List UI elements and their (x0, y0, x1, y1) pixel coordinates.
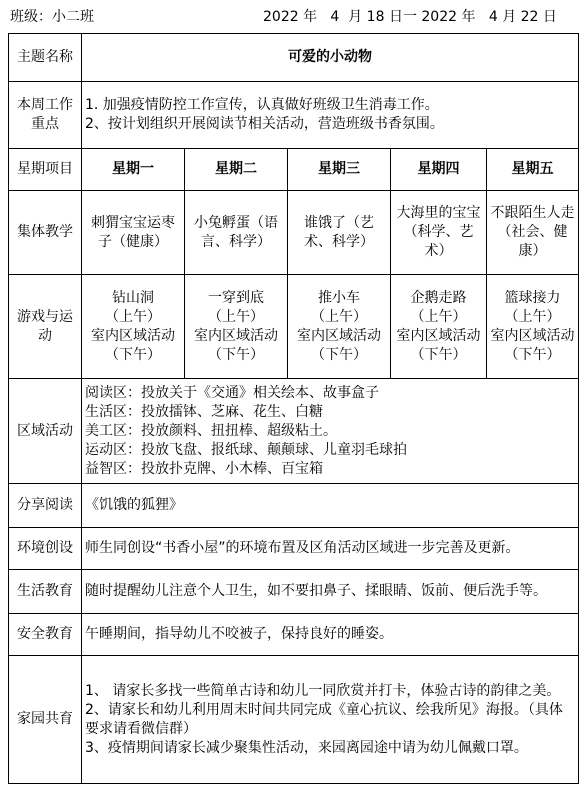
reading-row (9, 484, 579, 528)
indoor-activity: 室内区域活动 (396, 327, 481, 344)
home-content (82, 656, 579, 784)
game-time-pm: （下午） (504, 346, 561, 363)
area-item: 阅读区：投放关于《交通》相关绘本、故事盒子 (85, 384, 379, 401)
areas-label: 区域活动 (9, 379, 82, 484)
games-monday (82, 275, 185, 379)
environment-row (9, 528, 579, 570)
collective-monday: 刺猬宝宝运枣子（健康） (82, 191, 185, 275)
plan-header (8, 6, 579, 28)
game-name: 一穿到底 (208, 289, 264, 306)
day-friday: 星期五 (487, 149, 579, 191)
weekly-plan-table (8, 33, 579, 784)
reading-value: 《饥饿的狐狸》 (82, 484, 579, 528)
theme-value: 可爱的小动物 (82, 34, 579, 82)
game-time-pm: （下午） (208, 346, 264, 363)
focus-label: 本周工作重点 (9, 82, 82, 149)
areas-row (9, 379, 579, 484)
safety-label: 安全教育 (9, 614, 82, 656)
environment-value: 师生同创设“书香小屋”的环境布置及区角活动区域进一步完善及更新。 (82, 528, 579, 570)
indoor-activity: 室内区域活动 (297, 327, 381, 344)
area-item: 美工区：投放颜料、扭扭棒、超级粘土。 (85, 422, 337, 439)
collective-label: 集体教学 (9, 191, 82, 275)
home-item: 3、疫情期间请家长减少聚集性活动，来园离园途中请为幼儿佩戴口罩。 (85, 739, 528, 756)
game-time-am: （上午） (105, 308, 161, 325)
games-row (9, 275, 579, 379)
theme-label: 主题名称 (9, 34, 82, 82)
reading-label: 分享阅读 (9, 484, 82, 528)
days-label: 星期项目 (9, 149, 82, 191)
life-label: 生活教育 (9, 570, 82, 614)
focus-item: 1. 加强疫情防控工作宣传，认真做好班级卫生消毒工作。 (85, 97, 439, 113)
indoor-activity: 室内区域活动 (194, 327, 278, 344)
games-label: 游戏与运动 (9, 275, 82, 379)
game-name: 推小车 (318, 289, 360, 306)
focus-item: 2、按计划组织开展阅读节相关活动，营造班级书香氛围。 (85, 116, 444, 132)
area-item: 益智区：投放扑克牌、小木棒、百宝箱 (85, 460, 323, 477)
game-name: 篮球接力 (504, 289, 561, 306)
home-label: 家园共育 (9, 656, 82, 784)
environment-label: 环境创设 (9, 528, 82, 570)
collective-wednesday: 谁饿了（艺术、科学） (288, 191, 391, 275)
areas-content (82, 379, 579, 484)
game-time-am: （上午） (311, 308, 367, 325)
game-name: 企鹅走路 (410, 289, 467, 306)
game-time-am: （上午） (410, 308, 467, 325)
collective-friday: 不跟陌生人走（社会、健康） (487, 191, 579, 275)
theme-row (9, 34, 579, 82)
day-thursday: 星期四 (391, 149, 487, 191)
game-name: 钻山洞 (112, 289, 154, 306)
game-time-pm: （下午） (311, 346, 367, 363)
focus-content (82, 82, 579, 149)
collective-tuesday: 小兔孵蛋（语言、科学） (185, 191, 288, 275)
day-monday: 星期一 (82, 149, 185, 191)
home-row (9, 656, 579, 784)
day-header-row (9, 149, 579, 191)
day-wednesday: 星期三 (288, 149, 391, 191)
safety-row (9, 614, 579, 656)
collective-thursday: 大海里的宝宝（科学、艺术） (391, 191, 487, 275)
home-item: 1、 请家长多找一些简单古诗和幼儿一同欣赏并打卡，体验古诗的韵律之美。 (85, 682, 561, 699)
area-item: 运动区：投放飞盘、报纸球、颠颠球、儿童羽毛球拍 (85, 441, 407, 458)
focus-row (9, 82, 579, 149)
class-label: 班级：小二班 (10, 9, 94, 25)
indoor-activity: 室内区域活动 (490, 327, 575, 344)
life-row (9, 570, 579, 614)
date-range: 2022 年 4 月 18 日一 2022 年 4 月 22 日 (263, 9, 557, 25)
game-time-am: （上午） (208, 308, 264, 325)
area-item: 生活区：投放擂钵、芝麻、花生、白糖 (85, 403, 323, 420)
day-tuesday: 星期二 (185, 149, 288, 191)
life-value: 随时提醒幼儿注意个人卫生，如不要扣鼻子、揉眼睛、饭前、便后洗手等。 (82, 570, 579, 614)
game-time-am: （上午） (504, 308, 561, 325)
games-tuesday (185, 275, 288, 379)
home-item: 2、请家长和幼儿利用周末时间共同完成《童心抗议、绘我所见》海报。（具体要求请看微信群） (85, 701, 563, 737)
game-time-pm: （下午） (105, 346, 161, 363)
collective-row (9, 191, 579, 275)
indoor-activity: 室内区域活动 (91, 327, 175, 344)
games-friday (487, 275, 579, 379)
safety-value: 午睡期间，指导幼儿不咬被子，保持良好的睡姿。 (82, 614, 579, 656)
games-wednesday (288, 275, 391, 379)
games-thursday (391, 275, 487, 379)
game-time-pm: （下午） (410, 346, 467, 363)
